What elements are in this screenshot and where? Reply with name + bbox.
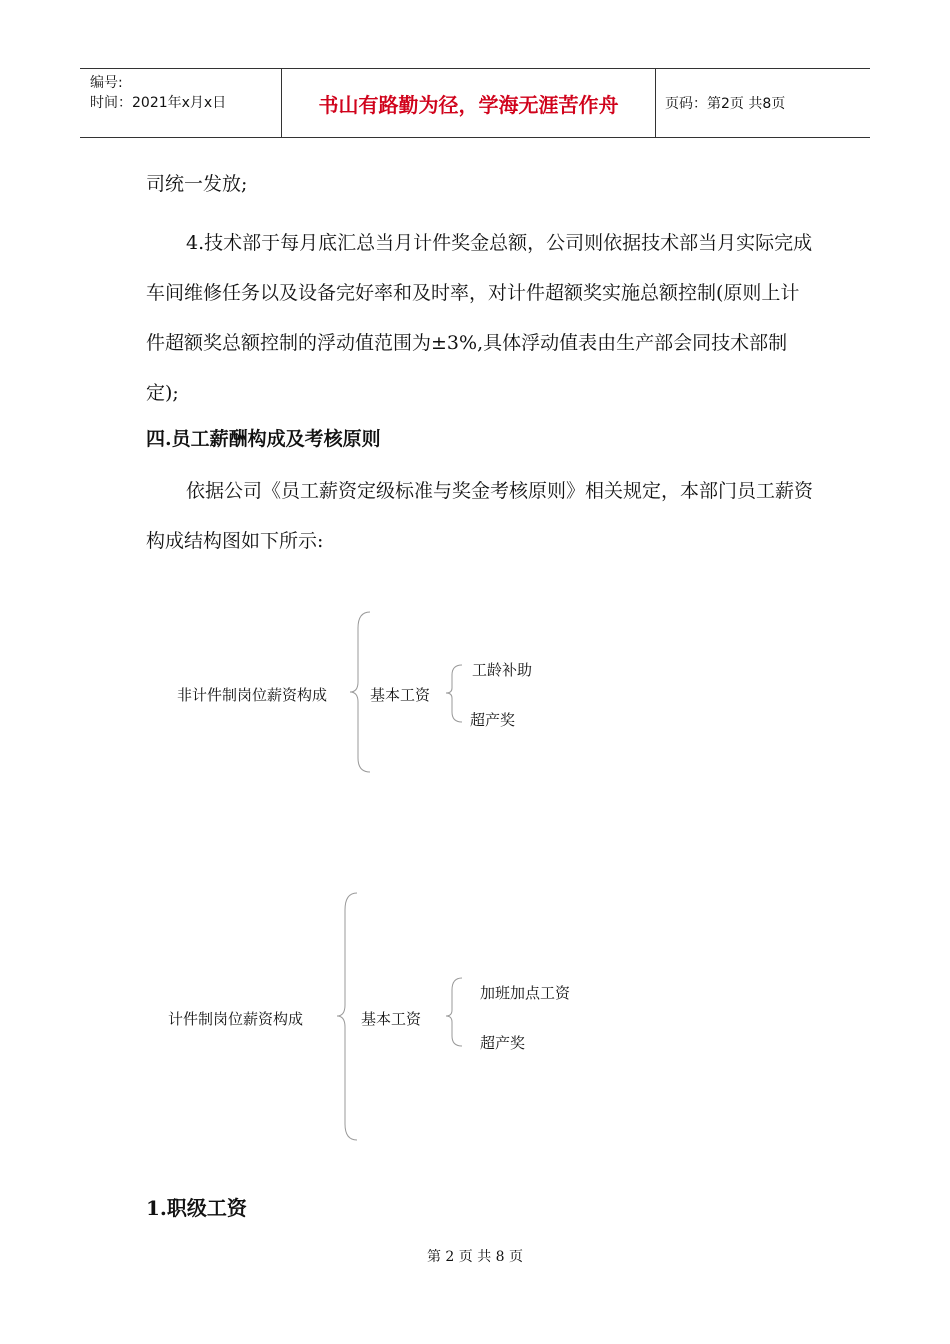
body-line: 司统一发放; [146, 173, 248, 195]
diagram-root-label: 非计件制岗位薪资构成 [177, 686, 328, 704]
header-motto: 书山有路勤为径，学海无涯苦作舟 [318, 92, 619, 117]
doc-date-label: 时间：2021年x月x日 [90, 95, 227, 111]
diagram-root-label: 计件制岗位薪资构成 [168, 1010, 304, 1028]
diagram-leaf-label: 加班加点工资 [480, 984, 571, 1002]
section-heading: 四.员工薪酬构成及考核原则 [146, 428, 381, 450]
body-paragraph: 依据公司《员工薪资定级标准与奖金考核原则》相关规定，本部门员工薪资构成结构图如下所示: [146, 480, 814, 552]
diagram-leaf-label: 工龄补助 [472, 661, 533, 679]
diagram-leaf-label: 超产奖 [470, 711, 516, 729]
section-heading: 1.职级工资 [146, 1196, 247, 1220]
diagram-child-label: 基本工资 [370, 686, 431, 704]
doc-number-label: 编号: [90, 75, 123, 91]
page-footer: 第 2 页 共 8 页 [426, 1249, 524, 1265]
body-paragraph: 4.技术部于每月底汇总当月计件奖金总额，公司则依据技术部当月实际完成车间维修任务以及设备完好率和及时率，对计件超额奖实施总额控制(原则上计件超额奖总额控制的浮动值范围为±3%,具体浮动值表由生产部会同技术部制定); [146, 232, 813, 404]
header-page-info: 页码：第2页 共8页 [665, 96, 786, 112]
diagram-leaf-label: 超产奖 [480, 1034, 526, 1052]
diagram-child-label: 基本工资 [361, 1010, 422, 1028]
